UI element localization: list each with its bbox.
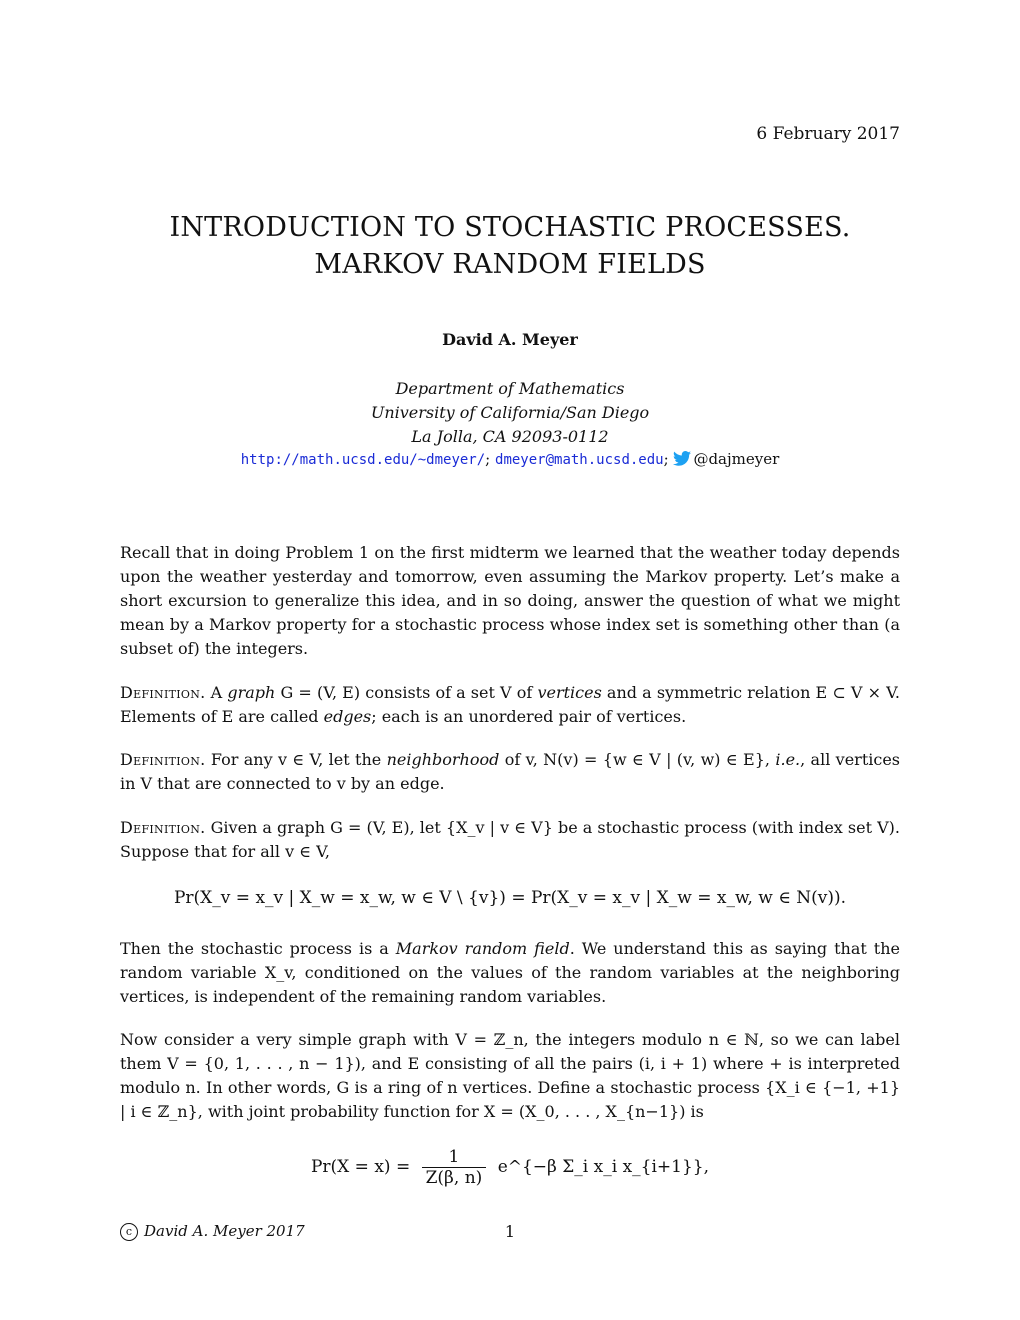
def1-term-vertices: vertices bbox=[537, 683, 602, 702]
affiliation-addr: La Jolla, CA 92093-0112 bbox=[411, 427, 609, 446]
title-line-1: INTRODUCTION TO STOCHASTIC PROCESSES. bbox=[169, 212, 851, 243]
contact-sep-2: ; bbox=[663, 450, 669, 468]
eq2-lhs: Pr(X = x) = bbox=[310, 1157, 411, 1177]
definition-neighborhood bbox=[120, 748, 900, 796]
copyright-icon: c bbox=[120, 1223, 138, 1241]
eq2-fraction bbox=[422, 1147, 487, 1188]
def2-text-b: of v, N(v) = {w ∈ V | (v, w) ∈ E}, bbox=[504, 750, 771, 769]
p5-term-mrf: Markov random field bbox=[395, 939, 570, 958]
paragraph-mrf bbox=[120, 937, 900, 1009]
equation-joint-probability bbox=[0, 1147, 1020, 1207]
def2-text-c: , all vertices in V that are connected to v by an edge. bbox=[120, 750, 901, 793]
eq2-numerator: 1 bbox=[422, 1147, 487, 1168]
equation-markov-property: Pr(X_v = x_v | X_w = x_w, w ∈ V \ {v}) = Pr(X_v = x_v | X_w = x_w, w ∈ N(v)). bbox=[173, 888, 847, 908]
affiliation-univ: University of California/San Diego bbox=[370, 403, 650, 422]
homepage-link[interactable]: http://math.ucsd.edu/~dmeyer/ bbox=[240, 452, 486, 468]
def2-term-neighborhood: neighborhood bbox=[386, 750, 500, 769]
definition-graph bbox=[120, 681, 900, 729]
def1-text-b: G = (V, E) consists of a set V of bbox=[280, 683, 533, 702]
definition-label: Definition. bbox=[120, 818, 206, 837]
twitter-handle[interactable]: @dajmeyer bbox=[693, 450, 780, 468]
email-link[interactable]: dmeyer@math.ucsd.edu bbox=[495, 452, 664, 468]
title-line-2: MARKOV RANDOM FIELDS bbox=[314, 249, 706, 280]
def2-ie: i.e. bbox=[775, 750, 801, 769]
definition-label: Definition. bbox=[120, 683, 206, 702]
def1-text-d: ; each is an unordered pair of vertices. bbox=[371, 707, 687, 726]
definition-mrf bbox=[120, 816, 900, 864]
def1-text-c: and a symmetric relation E ⊂ V × V. Elements of E are called bbox=[120, 683, 900, 726]
copyright-text: David A. Meyer 2017 bbox=[144, 1222, 305, 1240]
page-number: 1 bbox=[504, 1222, 516, 1241]
definition-label: Definition. bbox=[120, 750, 206, 769]
eq2-denominator: Z(β, n) bbox=[425, 1168, 483, 1188]
def3-text: Given a graph G = (V, E), let {X_v | v ∈ V} be a stochastic process (with index set V). Suppose that for all v ∈ V, bbox=[120, 818, 900, 861]
p5-text-b: . We understand this as saying that the random variable X_v, conditioned on the values of the random variables at the neighboring vertices, is independent of the remaining random variables. bbox=[120, 939, 900, 1006]
def1-text-a: A bbox=[210, 683, 223, 702]
paragraph-intro: Recall that in doing Problem 1 on the first midterm we learned that the weather today depends upon the weather yesterday and tomorrow, even assuming the Markov property. Let’s make a short excursion to generalize this idea, and in so doing, answer the question of what we might mean by a Markov property for a stochastic process whose index set is something other than (a subset of) the integers. bbox=[120, 543, 900, 658]
twitter-bird-icon bbox=[673, 451, 691, 470]
affiliation-dept: Department of Mathematics bbox=[395, 379, 625, 398]
contact-line bbox=[0, 450, 1020, 470]
author-name: David A. Meyer bbox=[442, 330, 578, 349]
paragraph-ring: Now consider a very simple graph with V = ℤ_n, the integers modulo n ∈ ℕ, so we can label them V = {0, 1, . . . , n − 1}), and E consisting of all the pairs (i, i + 1) where + is interpreted modulo n. In other words, G is a ring of n vertices. Define a stochastic process {X_i ∈ {−1, +1} | i ∈ ℤ_n}, with joint probability function for X = (X_0, . . . , X_{n−1}) is bbox=[120, 1030, 900, 1121]
def1-term-edges: edges bbox=[323, 707, 372, 726]
contact-sep-1: ; bbox=[485, 450, 491, 468]
p5-text-a: Then the stochastic process is a bbox=[120, 939, 389, 958]
eq2-exponential: e^{−β Σ_i x_i x_{i+1}}, bbox=[497, 1157, 710, 1177]
header-date: 6 February 2017 bbox=[756, 124, 900, 144]
def1-term-graph: graph bbox=[227, 683, 276, 702]
def2-text-a: For any v ∈ V, let the bbox=[210, 750, 382, 769]
